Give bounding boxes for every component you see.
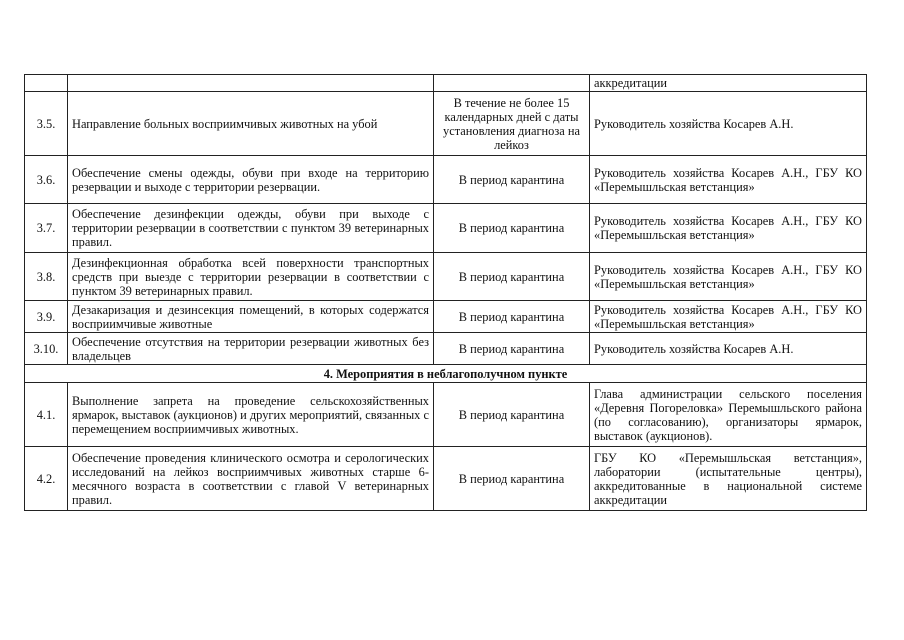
measure-period: В период карантина: [434, 301, 590, 333]
measure-description: [68, 75, 434, 92]
row-number: 4.2.: [25, 447, 68, 511]
measure-description: Обеспечение отсутствия на территории резервации животных без владельцев: [68, 333, 434, 365]
measure-period: В период карантина: [434, 156, 590, 204]
table-row: [25, 253, 867, 301]
table-row: [25, 383, 867, 447]
table-row: [25, 75, 867, 92]
responsible-party: Руководитель хозяйства Косарев А.Н., ГБУ КО «Перемышльская ветстанция»: [590, 204, 867, 253]
table-row: [25, 204, 867, 253]
responsible-party: Руководитель хозяйства Косарев А.Н., ГБУ КО «Перемышльская ветстанция»: [590, 156, 867, 204]
responsible-party: Глава администрации сельского поселения «Деревня Погореловка» Перемышльского района (по согласованию), организаторы ярмарок, выставок (аукционов).: [590, 383, 867, 447]
measure-period: В период карантина: [434, 333, 590, 365]
table-row: [25, 92, 867, 156]
table-row: [25, 301, 867, 333]
row-number: 3.7.: [25, 204, 68, 253]
measures-table: [24, 74, 867, 511]
responsible-party: ГБУ КО «Перемышльская ветстанция», лаборатории (испытательные центры), аккредитованные в национальной системе аккредитации: [590, 447, 867, 511]
measure-period: В течение не более 15 календарных дней с даты установления диагноза на лейкоз: [434, 92, 590, 156]
row-number: 3.9.: [25, 301, 68, 333]
table-row: [25, 447, 867, 511]
measure-description: Обеспечение смены одежды, обуви при входе на территорию резервации и выходе с территории резервации.: [68, 156, 434, 204]
row-number: 4.1.: [25, 383, 68, 447]
table-row: [25, 333, 867, 365]
measure-description: Дезинфекционная обработка всей поверхности транспортных средств при выезде с территории резервации в соответствии с пунктом 39 ветеринарных правил.: [68, 253, 434, 301]
responsible-party: аккредитации: [590, 75, 867, 92]
measure-period: [434, 75, 590, 92]
measure-period: В период карантина: [434, 383, 590, 447]
row-number: 3.5.: [25, 92, 68, 156]
measure-period: В период карантина: [434, 447, 590, 511]
measure-description: Дезакаризация и дезинсекция помещений, в которых содержатся восприимчивые животные: [68, 301, 434, 333]
measure-description: Обеспечение дезинфекции одежды, обуви при выходе с территории резервации в соответствии с пунктом 39 ветеринарных правил.: [68, 204, 434, 253]
responsible-party: Руководитель хозяйства Косарев А.Н., ГБУ КО «Перемышльская ветстанция»: [590, 253, 867, 301]
row-number: [25, 75, 68, 92]
responsible-party: Руководитель хозяйства Косарев А.Н.: [590, 333, 867, 365]
row-number: 3.10.: [25, 333, 68, 365]
measure-period: В период карантина: [434, 253, 590, 301]
measures-table-body: [25, 75, 867, 511]
measure-description: Направление больных восприимчивых животных на убой: [68, 92, 434, 156]
row-number: 3.8.: [25, 253, 68, 301]
section-title: 4. Мероприятия в неблагополучном пункте: [25, 365, 867, 383]
measure-description: Обеспечение проведения клинического осмотра и серологических исследований на лейкоз восприимчивых животных старше 6-месячного возраста в соответствии с главой V ветеринарных правил.: [68, 447, 434, 511]
row-number: 3.6.: [25, 156, 68, 204]
responsible-party: Руководитель хозяйства Косарев А.Н., ГБУ КО «Перемышльская ветстанция»: [590, 301, 867, 333]
measure-period: В период карантина: [434, 204, 590, 253]
table-row: [25, 156, 867, 204]
measure-description: Выполнение запрета на проведение сельскохозяйственных ярмарок, выставок (аукционов) и других мероприятий, связанных с перемещением восприимчивых животных.: [68, 383, 434, 447]
responsible-party: Руководитель хозяйства Косарев А.Н.: [590, 92, 867, 156]
section-header-row: [25, 365, 867, 383]
